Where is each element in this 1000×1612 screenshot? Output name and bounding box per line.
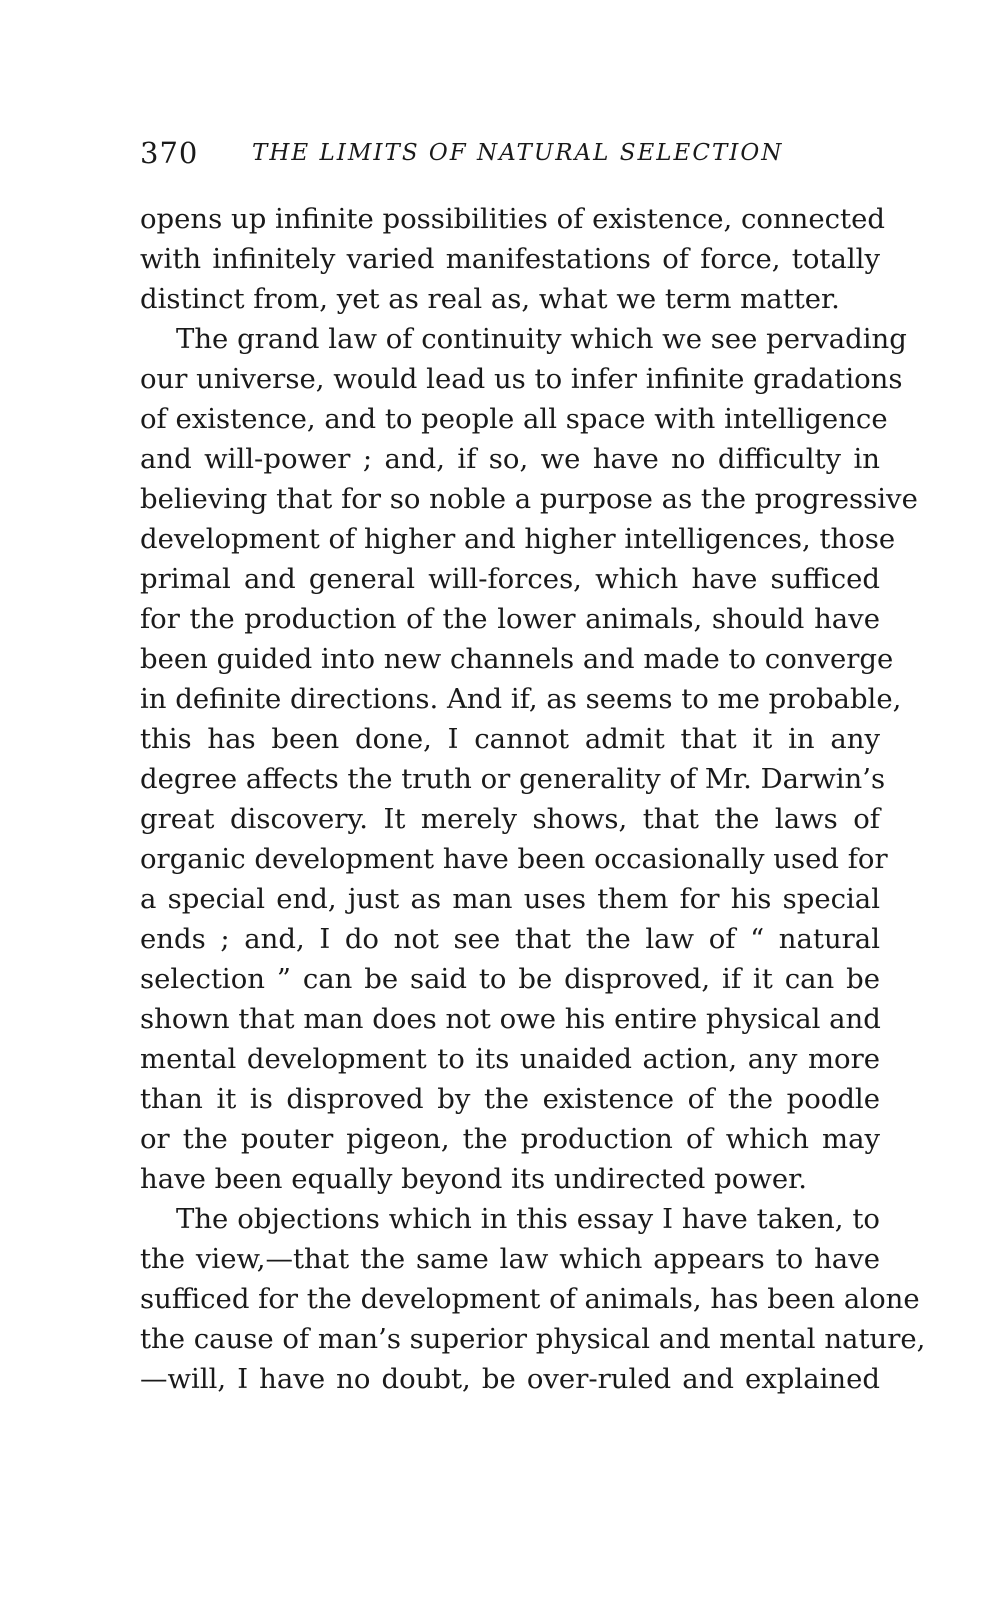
- text-line: opens up infinite possibilities of existence, connected: [140, 203, 885, 235]
- text-line: our universe, would lead us to infer infinite gradations: [140, 363, 903, 395]
- text-line: development of higher and higher intelligences, those: [140, 523, 896, 555]
- body-text: [140, 199, 926, 1399]
- paragraph-start-line: The grand law of continuity which we see pervading: [176, 323, 907, 355]
- page-number: 370: [140, 136, 199, 170]
- text-line: this has been done, I cannot admit that it in any: [140, 723, 880, 755]
- text-line: have been equally beyond its undirected power.: [140, 1163, 807, 1195]
- text-line: primal and general will-forces, which have sufficed: [140, 563, 880, 595]
- text-line: the view,—that the same law which appears to have: [140, 1243, 880, 1275]
- text-line: in definite directions. And if, as seems to me probable,: [140, 683, 902, 715]
- text-line: than it is disproved by the existence of the poodle: [140, 1083, 880, 1115]
- text-line: the cause of man’s superior physical and mental nature,: [140, 1323, 926, 1355]
- running-head: THE LIMITS OF NATURAL SELECTION: [252, 140, 784, 166]
- text-line: sufficed for the development of animals, has been alone: [140, 1283, 920, 1315]
- page-header: [140, 136, 880, 176]
- paragraph-start-line: The objections which in this essay I have taken, to: [176, 1203, 880, 1235]
- text-line: a special end, just as man uses them for his special: [140, 883, 880, 915]
- text-line: been guided into new channels and made to converge: [140, 643, 894, 675]
- text-line: degree affects the truth or generality of Mr. Darwin’s: [140, 763, 886, 795]
- text-line: for the production of the lower animals, should have: [140, 603, 880, 635]
- text-line: —will, I have no doubt, be over-ruled and explained: [140, 1363, 880, 1395]
- text-line: of existence, and to people all space with intelligence: [140, 403, 888, 435]
- text-line: believing that for so noble a purpose as the progressive: [140, 483, 918, 515]
- text-line: shown that man does not owe his entire physical and: [140, 1003, 881, 1035]
- text-line: with infinitely varied manifestations of force, totally: [140, 243, 880, 275]
- text-line: or the pouter pigeon, the production of which may: [140, 1123, 880, 1155]
- text-line: selection ” can be said to be disproved, if it can be: [140, 963, 880, 995]
- text-line: distinct from, yet as real as, what we term matter.: [140, 283, 840, 315]
- text-line: mental development to its unaided action, any more: [140, 1043, 880, 1075]
- text-line: great discovery. It merely shows, that the laws of: [140, 803, 880, 835]
- text-line: and will-power ; and, if so, we have no difficulty in: [140, 443, 880, 475]
- text-line: organic development have been occasionally used for: [140, 843, 888, 875]
- text-line: ends ; and, I do not see that the law of “ natural: [140, 923, 880, 955]
